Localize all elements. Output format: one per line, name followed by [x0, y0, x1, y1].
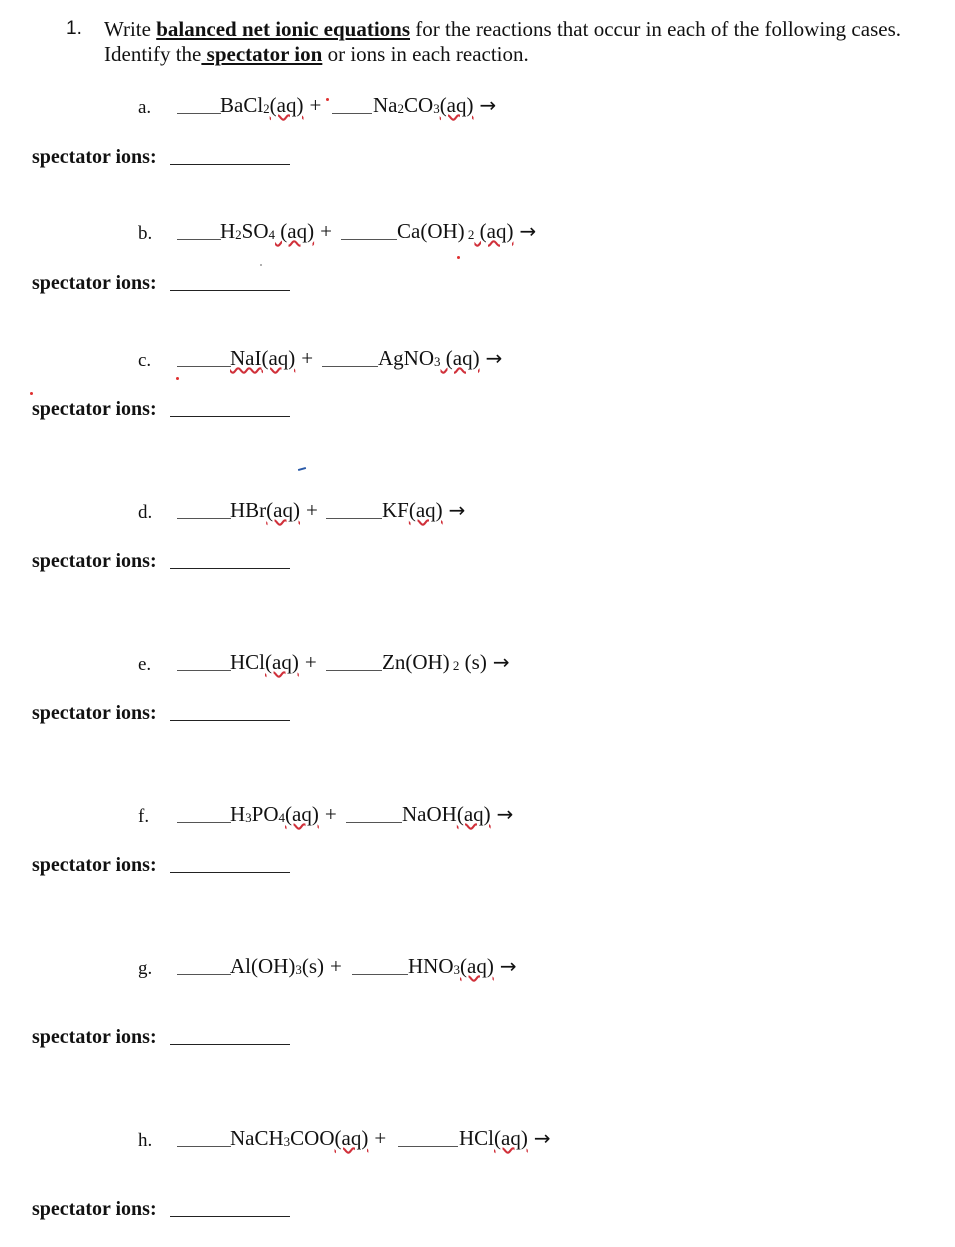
coefficient-blank[interactable]	[346, 822, 402, 823]
coefficient-blank[interactable]	[326, 670, 382, 671]
problem-letter: a.	[138, 97, 152, 118]
stray-red-mark	[326, 98, 329, 101]
coefficient-blank[interactable]	[352, 974, 408, 975]
coefficient-blank[interactable]	[177, 366, 231, 367]
problem-g	[0, 954, 955, 1028]
stray-red-mark	[30, 392, 33, 395]
coefficient-blank[interactable]	[177, 239, 221, 240]
problem-letter: e.	[138, 654, 152, 675]
coefficient-blank[interactable]	[177, 670, 231, 671]
coefficient-blank[interactable]	[177, 822, 231, 823]
balanced-net-ionic-equations-emphasis: balanced net ionic equations	[156, 17, 411, 41]
coefficient-blank[interactable]	[398, 1146, 458, 1147]
stray-gray-mark	[260, 264, 262, 266]
spectator-ions-answer-line[interactable]	[170, 1216, 290, 1217]
spectator-ion-emphasis: spectator ion	[201, 42, 323, 66]
spectator-ions-answer-line[interactable]	[170, 1044, 290, 1045]
spectator-ions-answer-line[interactable]	[170, 416, 290, 417]
instruction-line-2: Identify the spectator ion or ions in each reaction.	[104, 42, 529, 66]
coefficient-blank[interactable]	[177, 113, 221, 114]
stray-red-mark	[176, 377, 179, 380]
problem-letter: c.	[138, 350, 152, 371]
problem-letter: f.	[138, 806, 150, 827]
problem-h	[0, 1126, 955, 1200]
reactant-2: NaOH(aq) →	[402, 802, 514, 826]
spectator-ions-label: spectator ions:	[32, 702, 157, 724]
reactant-1: HCl(aq) +	[230, 650, 317, 674]
coefficient-blank[interactable]	[322, 366, 378, 367]
reactant-1: H3PO4(aq) +	[230, 802, 337, 826]
reaction-arrow-icon: →	[485, 346, 503, 370]
reactant-1: NaI(aq) +	[230, 346, 314, 370]
reactant-2: Zn(OH) 2 (s) →	[382, 650, 510, 674]
spectator-ions-label: spectator ions:	[32, 398, 157, 420]
spectator-ions-label: spectator ions:	[32, 1198, 157, 1220]
instructions	[104, 17, 901, 67]
reactant-2: HNO3(aq) →	[408, 954, 517, 978]
coefficient-blank[interactable]	[177, 974, 231, 975]
problem-letter: h.	[138, 1130, 153, 1151]
reaction-arrow-icon: →	[496, 802, 514, 826]
problem-letter: b.	[138, 223, 153, 244]
problem-letter: g.	[138, 958, 153, 979]
spectator-ions-label: spectator ions:	[32, 550, 157, 572]
reaction-arrow-icon: →	[448, 498, 466, 522]
spectator-ions-answer-line[interactable]	[170, 720, 290, 721]
reactant-1: BaCl2(aq) +	[220, 93, 322, 117]
spectator-ions-label: spectator ions:	[32, 272, 157, 294]
spectator-ions-label: spectator ions:	[32, 854, 157, 876]
reaction-arrow-icon: →	[533, 1126, 551, 1150]
reaction-arrow-icon: →	[519, 219, 537, 243]
reaction-arrow-icon: →	[492, 650, 510, 674]
coefficient-blank[interactable]	[177, 518, 231, 519]
instruction-line-1: Write balanced net ionic equations for the reactions that occur in each of the following cases.	[104, 17, 901, 41]
reactant-2: KF(aq) →	[382, 498, 466, 522]
reactant-2: HCl(aq) →	[459, 1126, 551, 1150]
reactant-2: AgNO3 (aq) →	[378, 346, 503, 370]
reactant-2: Ca(OH) 2 (aq) →	[397, 219, 537, 243]
coefficient-blank[interactable]	[326, 518, 382, 519]
stray-red-mark	[457, 256, 460, 259]
coefficient-blank[interactable]	[177, 1146, 231, 1147]
spectator-ions-answer-line[interactable]	[170, 290, 290, 291]
spectator-ions-label: spectator ions:	[32, 146, 157, 168]
coefficient-blank[interactable]	[332, 113, 372, 114]
reactant-1: H2SO4 (aq) +	[220, 219, 332, 243]
reactant-1: NaCH3COO(aq) +	[230, 1126, 387, 1150]
coefficient-blank[interactable]	[341, 239, 397, 240]
reactant-2: Na2CO3(aq) →	[373, 93, 497, 117]
stray-blue-mark	[298, 467, 306, 471]
spectator-ions-answer-line[interactable]	[170, 164, 290, 165]
reactant-1: HBr(aq) +	[230, 498, 318, 522]
question-number: 1.	[66, 18, 82, 39]
reactant-1: Al(OH)3(s) +	[230, 954, 342, 978]
spectator-ions-label: spectator ions:	[32, 1026, 157, 1048]
problem-letter: d.	[138, 502, 153, 523]
spectator-ions-answer-line[interactable]	[170, 872, 290, 873]
spectator-ions-answer-line[interactable]	[170, 568, 290, 569]
reaction-arrow-icon: →	[499, 954, 517, 978]
reaction-arrow-icon: →	[479, 93, 497, 117]
